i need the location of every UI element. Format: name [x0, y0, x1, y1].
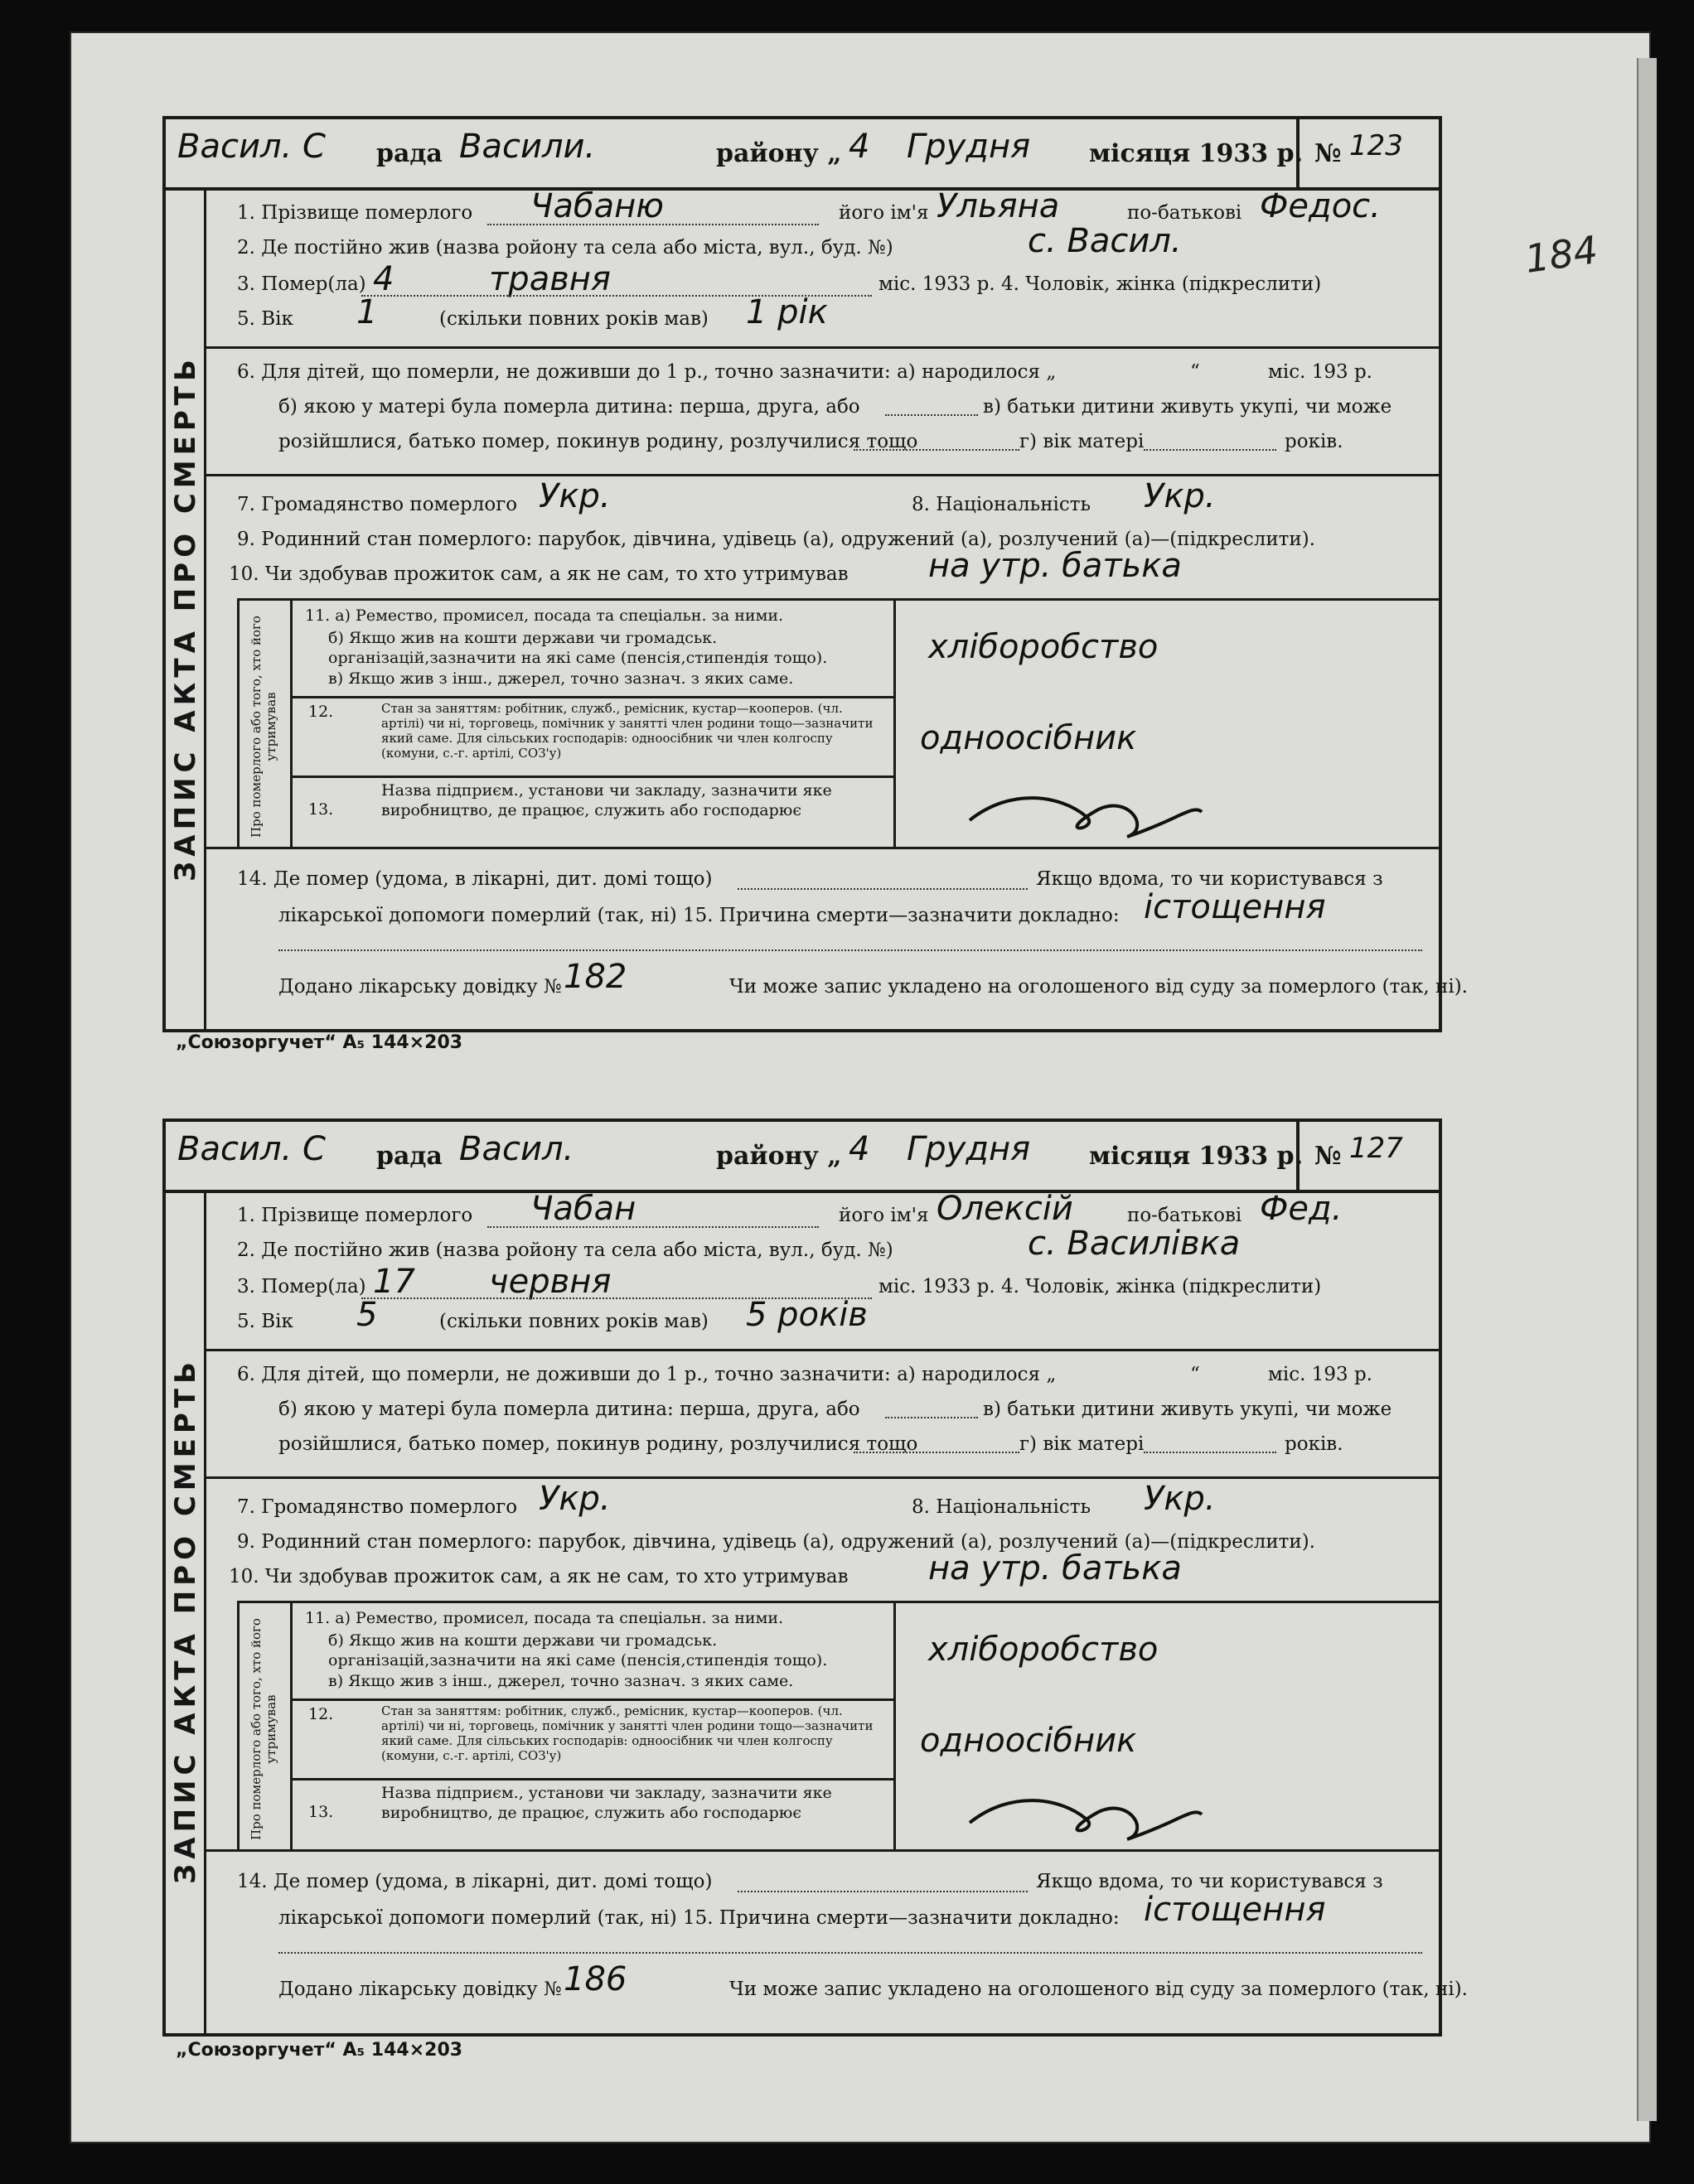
surname-value: Чабан: [530, 1190, 636, 1228]
occupation-value: хліборобство: [928, 628, 1159, 666]
name-value: Ульяна: [937, 187, 1060, 225]
record-number-box: [1296, 119, 1439, 187]
field-6v-label: в) батьки дитини живуть укупі, чи може: [983, 1399, 1392, 1420]
occupation-value: хліборобство: [928, 1631, 1159, 1669]
field-5-label: 5. Вік: [237, 1311, 293, 1332]
page-number: 184: [1522, 227, 1601, 282]
field-11b-label: б) Якщо жив на кошти держави чи громадськ. організацій,зазначити на які саме (пенсія,стипендія тощо).: [328, 629, 828, 667]
divider: [290, 776, 893, 778]
field-6-month-label: “: [1190, 361, 1200, 383]
divider: [290, 1601, 293, 1849]
month-label: місяця 1933 р.: [1089, 1142, 1304, 1171]
divider: [237, 1601, 240, 1849]
divider: [290, 598, 293, 847]
divider: [893, 598, 896, 847]
side-title: ЗАПИС АКТА ПРО СМЕРТЬ: [169, 355, 202, 882]
field-13-label: Назва підприєм., установи чи закладу, зазначити яке виробництво, де працює, служить або господарює: [381, 781, 832, 819]
field-14b-label: лікарської допомоги померлий (так, ні) 15. Причина смерти—зазначити докладно:: [278, 1907, 1120, 1929]
field-6b-label: б) якою у матері була померла дитина: перша, друга, або: [278, 396, 860, 418]
status-value: одноосібник: [920, 1722, 1137, 1760]
field-9-label: 9. Родинний стан померлого: парубок, дівчина, удівець (а), одружений (а), розлучений (а)—(підкреслити).: [237, 1531, 1315, 1553]
month-value: Грудня: [907, 128, 1031, 166]
field-6g-label: г) вік матері: [1019, 1433, 1145, 1455]
field-6g-label: г) вік матері: [1019, 431, 1145, 452]
age-number-value: 1: [356, 293, 378, 331]
field-13-label: Назва підприєм., установи чи закладу, зазначити яке виробництво, де працює, служить або господарює: [381, 1784, 832, 1822]
dotted-line: [738, 1891, 1028, 1892]
nationality-value: Укр.: [1144, 1480, 1216, 1518]
field-6c-label: розійшлися, батько помер, покинув родину, розлучилися тощо: [278, 1433, 918, 1455]
side-label-2: Про померлого або того, хто його утримував: [249, 616, 278, 838]
field-3-label: 3. Помер(ла): [237, 1276, 366, 1297]
field-6-years-label: років.: [1285, 1433, 1343, 1455]
record-header: [166, 1122, 1439, 1193]
citizenship-value: Укр.: [539, 477, 611, 515]
dotted-line: [1144, 449, 1276, 451]
field-14-label: 14. Де помер (удома, в лікарні, дит. домі тощо): [237, 1871, 713, 1892]
death-record-2: [162, 1119, 1468, 2037]
rada-label: рада: [376, 1142, 443, 1171]
nationality-value: Укр.: [1144, 477, 1216, 515]
field-12-label: Стан за заняттям: робітник, служб., ремісник, кустар—кооперов. (чл. артілі) чи ні, торговець, помічник у занятті член родини тощо—зазначити який саме. Для сільських господарів: одноосібник чи член колгоспу (комуни, с.-г. артілі, СОЗ'у): [381, 1703, 874, 1763]
dotted-line: [854, 1452, 1019, 1453]
age-number-value: 5: [356, 1296, 378, 1334]
field-6-label: 6. Для дітей, що померли, не доживши до 1 р., точно зазначити: а) народилося „: [237, 1364, 1057, 1385]
surname-value: Чабаню: [530, 187, 664, 225]
name-value: Олексій: [937, 1190, 1073, 1228]
certificate-label: Додано лікарську довідку №: [278, 1979, 562, 2000]
rada-value: Васил. С: [177, 128, 326, 166]
court-label: Чи може запис укладено на оголошеного від суду за померлого (так, ні).: [729, 976, 1468, 998]
cause-value: істощення: [1144, 888, 1326, 926]
district-label: району „: [716, 1142, 842, 1171]
field-9-label: 9. Родинний стан померлого: парубок, дівчина, удівець (а), одружений (а), розлучений (а)—(підкреслити).: [237, 529, 1315, 550]
death-record-1: [162, 116, 1468, 1032]
field-14-home-label: Якщо вдома, то чи користувався з: [1036, 1871, 1383, 1892]
supported-by-value: на утр. батька: [928, 547, 1182, 585]
divider: [237, 1601, 1439, 1603]
number-label: №: [1314, 1142, 1342, 1171]
death-month-value: травня: [489, 260, 611, 298]
footer-imprint: „Союзоргучет“ А₅ 144×203: [176, 2040, 463, 2061]
field-11a-label: 11. а) Ремество, промисел, посада та спеціальн. за ними.: [305, 1609, 784, 1627]
district-value: Васили.: [459, 128, 596, 166]
dotted-line: [278, 1952, 1422, 1954]
field-11c-label: в) Якщо жив з інш., джерел, точно зазнач. з яких саме.: [328, 669, 794, 688]
month-value: Грудня: [907, 1130, 1031, 1168]
age-note-label: (скільки повних років мав): [439, 308, 709, 330]
field-11b-label: б) Якщо жив на кошти держави чи громадськ. організацій,зазначити на які саме (пенсія,стипендія тощо).: [328, 1631, 828, 1669]
certificate-number: 182: [564, 958, 627, 996]
field-8-label: 8. Національність: [912, 494, 1091, 515]
patronymic-value: Фед.: [1260, 1190, 1343, 1228]
field-6-year-label: міс. 193 р.: [1268, 1364, 1372, 1385]
field-11c-label: в) Якщо жив з інш., джерел, точно зазнач. з яких саме.: [328, 1672, 794, 1690]
citizenship-value: Укр.: [539, 1480, 611, 1518]
age-text-value: 5 років: [746, 1296, 868, 1334]
field-12-number: 12.: [308, 1705, 334, 1723]
field-12-number: 12.: [308, 703, 334, 721]
day-value: 4: [849, 128, 870, 166]
field-14b-label: лікарської допомоги померлий (так, ні) 15. Причина смерти—зазначити докладно:: [278, 905, 1120, 926]
divider: [290, 1698, 893, 1701]
field-3-year-label: міс. 1933 р. 4. Чоловік, жінка (підкреслити): [878, 1276, 1322, 1297]
court-label: Чи може запис укладено на оголошеного від суду за померлого (так, ні).: [729, 1979, 1468, 2000]
number-label: №: [1314, 139, 1342, 168]
residence-value: с. Васил.: [1028, 222, 1182, 260]
supported-by-value: на утр. батька: [928, 1549, 1182, 1587]
field-6-label: 6. Для дітей, що померли, не доживши до 1 р., точно зазначити: а) народилося „: [237, 361, 1057, 383]
certificate-label: Додано лікарську довідку №: [278, 976, 562, 998]
field-1-label: 1. Прізвище померлого: [237, 1205, 473, 1226]
divider: [204, 1849, 1439, 1852]
cause-value: істощення: [1144, 1891, 1326, 1929]
field-13-number: 13.: [308, 800, 334, 819]
field-14-label: 14. Де помер (удома, в лікарні, дит. домі тощо): [237, 868, 713, 890]
record-header: [166, 119, 1439, 191]
patronymic-label: по-батькові: [1127, 202, 1242, 224]
field-6c-label: розійшлися, батько помер, покинув родину, розлучилися тощо: [278, 431, 918, 452]
month-label: місяця 1933 р.: [1089, 139, 1304, 168]
field-2-label: 2. Де постійно жив (назва ройону та села або міста, вул., буд. №): [237, 1239, 893, 1261]
death-month-value: червня: [489, 1263, 612, 1301]
day-value: 4: [849, 1130, 870, 1168]
dotted-line: [278, 949, 1422, 951]
record-number-box: [1296, 1122, 1439, 1190]
field-14-home-label: Якщо вдома, то чи користувався з: [1036, 868, 1383, 890]
side-column: [166, 187, 206, 1029]
field-6-month-label: “: [1190, 1364, 1200, 1385]
divider: [204, 346, 1439, 349]
field-12-label: Стан за заняттям: робітник, служб., ремісник, кустар—кооперов. (чл. артілі) чи ні, торговець, помічник у занятті член родини тощо—зазначити який саме. Для сільських господарів: одноосібник чи член колгоспу (комуни, с.-г. артілі, СОЗ'у): [381, 701, 874, 761]
field-2-label: 2. Де постійно жив (назва ройону та села або міста, вул., буд. №): [237, 237, 893, 259]
field-3-label: 3. Помер(ла): [237, 273, 366, 295]
residence-value: с. Василівка: [1028, 1225, 1241, 1263]
side-label-2: Про померлого або того, хто його утримував: [249, 1618, 278, 1840]
death-day-value: 17: [373, 1263, 415, 1301]
name-label: його ім'я: [839, 202, 929, 224]
certificate-number: 186: [564, 1960, 627, 1998]
age-text-value: 1 рік: [746, 293, 828, 331]
field-6-year-label: міс. 193 р.: [1268, 361, 1372, 383]
field-5-label: 5. Вік: [237, 308, 293, 330]
patronymic-value: Федос.: [1260, 187, 1381, 225]
divider: [204, 1476, 1439, 1479]
side-title: ЗАПИС АКТА ПРО СМЕРТЬ: [169, 1357, 202, 1884]
record-number: 127: [1349, 1132, 1403, 1165]
field-6-years-label: років.: [1285, 431, 1343, 452]
age-note-label: (скільки повних років мав): [439, 1311, 709, 1332]
field-11a-label: 11. а) Ремество, промисел, посада та спеціальн. за ними.: [305, 606, 784, 625]
district-label: району „: [716, 139, 842, 168]
district-value: Васил.: [459, 1130, 574, 1168]
divider: [893, 1601, 896, 1849]
field-13-number: 13.: [308, 1803, 334, 1821]
field-10-label: 10. Чи здобував прожиток сам, а як не сам, то хто утримував: [229, 563, 849, 585]
patronymic-label: по-батькові: [1127, 1205, 1242, 1226]
dotted-line: [885, 1417, 978, 1418]
field-7-label: 7. Громадянство померлого: [237, 494, 518, 515]
divider: [237, 598, 1439, 601]
divider: [204, 847, 1439, 849]
side-column: [166, 1190, 206, 2033]
dotted-line: [738, 888, 1028, 890]
divider: [290, 1778, 893, 1781]
signature-scribble: [961, 779, 1210, 845]
rada-label: рада: [376, 139, 443, 168]
divider: [204, 474, 1439, 476]
record-number: 123: [1349, 129, 1403, 162]
status-value: одноосібник: [920, 719, 1137, 757]
divider: [204, 1349, 1439, 1351]
field-10-label: 10. Чи здобував прожиток сам, а як не сам, то хто утримував: [229, 1566, 849, 1587]
field-6b-label: б) якою у матері була померла дитина: перша, друга, або: [278, 1399, 860, 1420]
page-edge: [1637, 58, 1657, 2121]
signature-scribble: [961, 1781, 1210, 1848]
field-1-label: 1. Прізвище померлого: [237, 202, 473, 224]
dotted-line: [854, 449, 1019, 451]
dotted-line: [885, 414, 978, 416]
rada-value: Васил. С: [177, 1130, 326, 1168]
dotted-line: [1144, 1452, 1276, 1453]
field-6v-label: в) батьки дитини живуть укупі, чи може: [983, 396, 1392, 418]
field-8-label: 8. Національність: [912, 1496, 1091, 1518]
divider: [290, 696, 893, 698]
name-label: його ім'я: [839, 1205, 929, 1226]
death-day-value: 4: [373, 260, 394, 298]
field-7-label: 7. Громадянство померлого: [237, 1496, 518, 1518]
divider: [237, 598, 240, 847]
field-3-year-label: міс. 1933 р. 4. Чоловік, жінка (підкреслити): [878, 273, 1322, 295]
footer-imprint: „Союзоргучет“ А₅ 144×203: [176, 1032, 463, 1053]
